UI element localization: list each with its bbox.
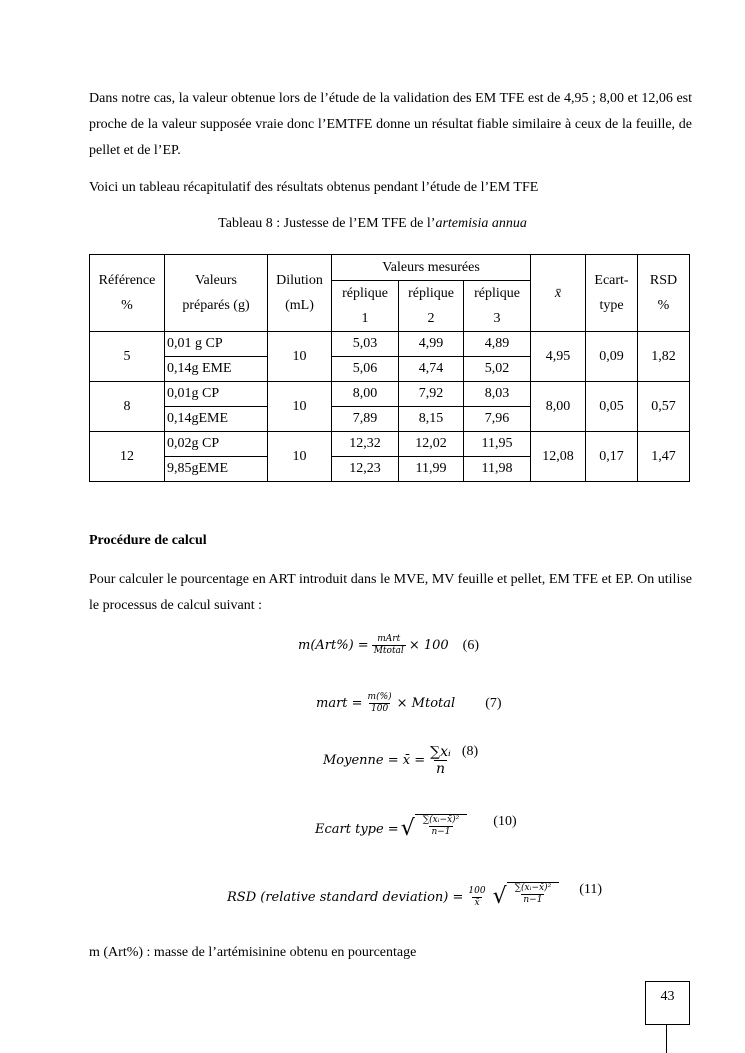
- rep2-cell: 11,99: [399, 457, 464, 482]
- ref-cell: 5: [90, 332, 165, 382]
- table-row: [90, 382, 690, 407]
- rep3-cell: 4,89: [464, 332, 531, 357]
- fraction: $\frac{100}{x̄}$: [468, 885, 486, 908]
- rep1-cell: 12,23: [332, 457, 399, 482]
- dilution-cell: 10: [268, 382, 332, 432]
- header-replique-2: réplique 2: [399, 281, 464, 332]
- ecart-cell: 0,09: [586, 332, 638, 382]
- rsd-cell: 0,57: [638, 382, 690, 432]
- rep2-cell: 8,15: [399, 407, 464, 432]
- header-rsd: RSD %: [638, 255, 690, 332]
- ref-cell: 12: [90, 432, 165, 482]
- rep3-cell: 11,95: [464, 432, 531, 457]
- ecart-cell: 0,05: [586, 382, 638, 432]
- page-number: 43: [645, 981, 690, 1025]
- equation-6: m(Art%) = $\frac{\text{mArt}}{\text{Mtotal}}$ × 100 (6): [298, 634, 479, 656]
- header-replique-3: réplique 3: [464, 281, 531, 332]
- rep2-cell: 4,74: [399, 357, 464, 382]
- rep2-cell: 12,02: [399, 432, 464, 457]
- header-replique-1: réplique 1: [332, 281, 399, 332]
- header-valeurs: Valeurs préparés (g): [165, 255, 268, 332]
- dilution-cell: 10: [268, 432, 332, 482]
- rep3-cell: 8,03: [464, 382, 531, 407]
- intro-paragraph: Dans notre cas, la valeur obtenue lors de l’étude de la validation des EM TFE est de 4,95 ; 8,00 et 12,06 est proche de la valeur supposée vraie donc l’EMTFE donne un résultat fiable similaire à ceux de la feuille, de pellet et de l’EP.: [89, 91, 692, 158]
- prep-cell: 0,14g EME: [165, 357, 268, 382]
- header-mean: x̄: [531, 255, 586, 332]
- page-number-line: [666, 1024, 667, 1053]
- rep2-cell: 4,99: [399, 332, 464, 357]
- square-root-icon: √ $\frac{\text{∑(xᵢ−x̄)²}}{n-1}$: [493, 882, 560, 912]
- prep-cell: 9,85gEME: [165, 457, 268, 482]
- equation-number: (7): [485, 695, 502, 711]
- rep1-cell: 5,06: [332, 357, 399, 382]
- equation-7: mart = $\frac{m(\%)}{100}$ × Mtotal (7): [316, 692, 502, 714]
- fraction: $\frac{\text{mArt}}{\text{Mtotal}}$: [373, 634, 404, 656]
- table-row: [90, 332, 690, 357]
- definition-paragraph: m (Art%) : masse de l’artémisinine obtenu en pourcentage: [89, 945, 417, 960]
- rsd-cell: 1,47: [638, 432, 690, 482]
- fraction: $\frac{m(\%)}{100}$: [367, 692, 392, 714]
- square-root-icon: √ $\frac{\text{∑(xᵢ−x̄)²}}{n-1}$: [401, 814, 468, 844]
- header-dilution: Dilution (mL): [268, 255, 332, 332]
- mean-cell: 8,00: [531, 382, 586, 432]
- method-paragraph: Pour calculer le pourcentage en ART introduit dans le MVE, MV feuille et pellet, EM TFE et EP. On utilise le processus de calcul suivant :: [89, 572, 692, 613]
- results-table: [89, 254, 690, 482]
- summary-paragraph: Voici un tableau récapitulatif des résultats obtenus pendant l’étude de l’EM TFE: [89, 180, 539, 195]
- rep1-cell: 8,00: [332, 382, 399, 407]
- table-row: [90, 432, 690, 457]
- prep-cell: 0,01 g CP: [165, 332, 268, 357]
- ref-cell: 8: [90, 382, 165, 432]
- equation-number: (8): [461, 744, 479, 759]
- rep3-cell: 11,98: [464, 457, 531, 482]
- rep1-cell: 7,89: [332, 407, 399, 432]
- prep-cell: 0,02g CP: [165, 432, 268, 457]
- prep-cell: 0,01g CP: [165, 382, 268, 407]
- rep3-cell: 5,02: [464, 357, 531, 382]
- equation-8: Moyenne = x̄ = $\frac{\text{∑xᵢ}}{n}$ (8): [323, 744, 479, 777]
- table-caption: Tableau 8 : Justesse de l’EM TFE de l’artemisia annua: [218, 216, 527, 231]
- equation-number: (6): [462, 637, 479, 653]
- dilution-cell: 10: [268, 332, 332, 382]
- rsd-cell: 1,82: [638, 332, 690, 382]
- prep-cell: 0,14gEME: [165, 407, 268, 432]
- mean-cell: 4,95: [531, 332, 586, 382]
- equation-10: Ecart type = √ $\frac{\text{∑(xᵢ−x̄)²}}{n-1}$ (10): [315, 814, 517, 844]
- rep1-cell: 5,03: [332, 332, 399, 357]
- equation-11: RSD (relative standard deviation) = $\frac{100}{x̄}$ √ $\frac{\text{∑(xᵢ−x̄)²}}{n-1}$ (11): [227, 882, 602, 912]
- header-reference: Référence %: [90, 255, 165, 332]
- rep3-cell: 7,96: [464, 407, 531, 432]
- rep2-cell: 7,92: [399, 382, 464, 407]
- equation-number: (10): [493, 814, 517, 829]
- fraction: $\frac{\text{∑xᵢ}}{n}$: [430, 744, 451, 777]
- section-title: Procédure de calcul: [89, 533, 207, 548]
- ecart-cell: 0,17: [586, 432, 638, 482]
- mean-cell: 12,08: [531, 432, 586, 482]
- header-ecart-type: Ecart- type: [586, 255, 638, 332]
- header-valeurs-mesurees: Valeurs mesurées: [332, 255, 531, 281]
- equation-number: (11): [579, 882, 602, 897]
- rep1-cell: 12,32: [332, 432, 399, 457]
